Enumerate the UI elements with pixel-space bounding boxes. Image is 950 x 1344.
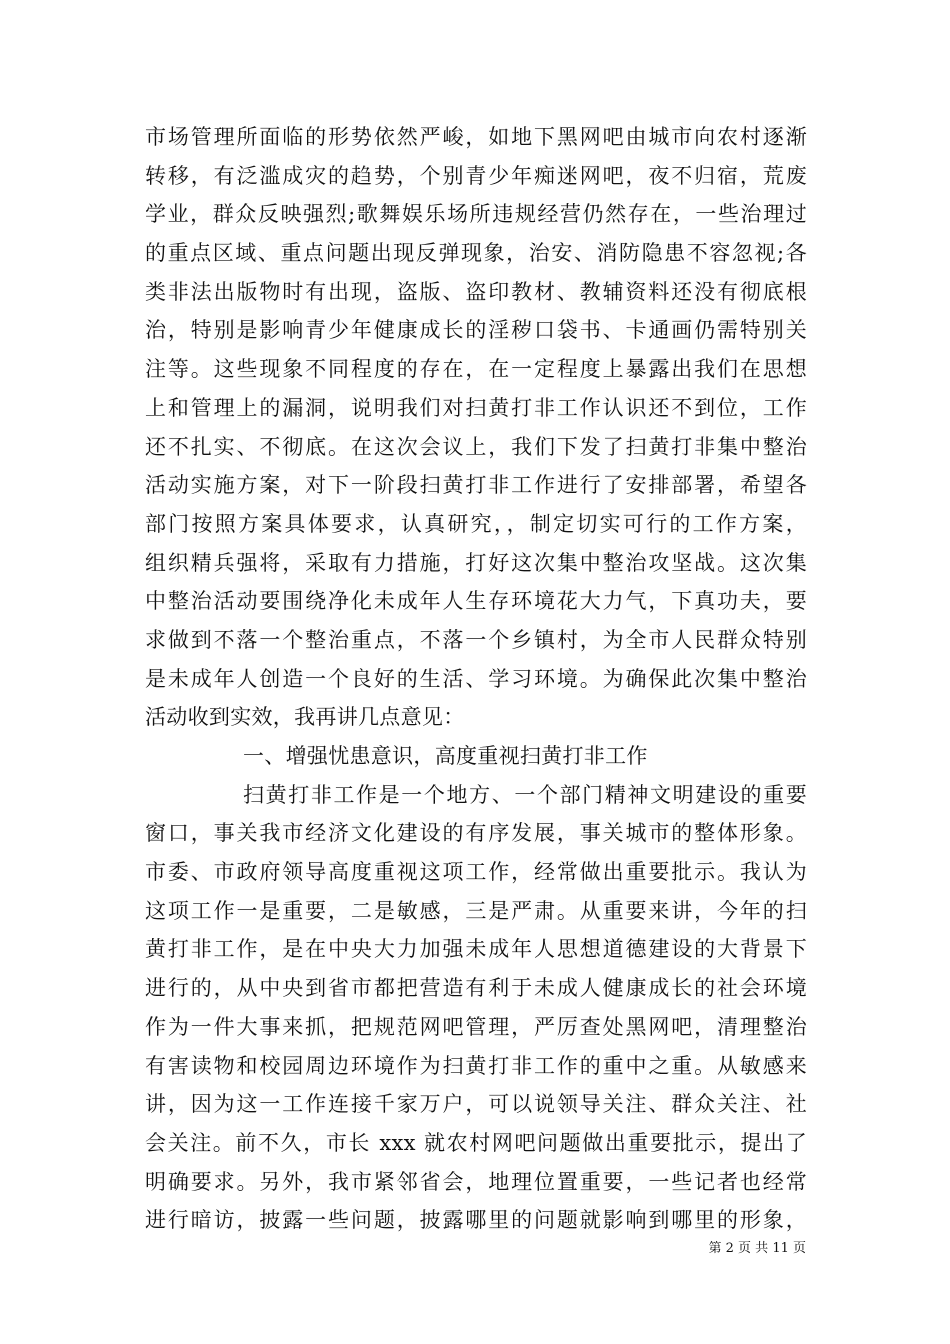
paragraph-line: 学业，群众反映强烈;歌舞娱乐场所违规经营仍然存在，一些治理过 <box>145 202 807 227</box>
paragraph-line: 作为一件大事来抓，把规范网吧管理，严厉查处黑网吧，清理整治 <box>145 1014 807 1039</box>
paragraph-line: 组织精兵强将，采取有力措施，打好这次集中整治攻坚战。这次集 <box>145 550 807 575</box>
paragraph-line: 会关注。前不久，市长 xxx 就农村网吧问题做出重要批示，提出了 <box>145 1130 807 1155</box>
paragraph-line: 扫黄打非工作是一个地方、一个部门精神文明建设的重要 <box>243 782 807 807</box>
paragraph-line: 活动实施方案，对下一阶段扫黄打非工作进行了安排部署，希望各 <box>145 473 807 498</box>
paragraph-line: 治，特别是影响青少年健康成长的淫秽口袋书、卡通画仍需特别关 <box>145 318 807 343</box>
paragraph-line: 转移，有泛滥成灾的趋势，个别青少年痴迷网吧，夜不归宿，荒废 <box>145 163 807 188</box>
paragraph-line: 黄打非工作，是在中央大力加强未成年人思想道德建设的大背景下 <box>145 937 807 962</box>
paragraph-line: 明确要求。另外，我市紧邻省会，地理位置重要，一些记者也经常 <box>145 1169 807 1194</box>
paragraph-line: 市委、市政府领导高度重视这项工作，经常做出重要批示。我认为 <box>145 860 807 885</box>
paragraph-line: 部门按照方案具体要求，认真研究，，制定切实可行的工作方案， <box>145 511 807 536</box>
paragraph-line: 还不扎实、不彻底。在这次会议上，我们下发了扫黄打非集中整治 <box>145 434 807 459</box>
section-heading: 一、增强忧患意识，高度重视扫黄打非工作 <box>243 744 648 768</box>
paragraph-line: 活动收到实效，我再讲几点意见： <box>145 705 465 730</box>
paragraph-line: 的重点区域、重点问题出现反弹现象，治安、消防隐患不容忽视;各 <box>145 241 807 266</box>
paragraph-line: 讲，因为这一工作连接千家万户，可以说领导关注、群众关注、社 <box>145 1092 807 1117</box>
paragraph-line: 求做到不落一个整治重点，不落一个乡镇村，为全市人民群众特别 <box>145 627 807 652</box>
document-body <box>145 118 807 1240</box>
paragraph-line: 进行的，从中央到省市都把营造有利于未成人健康成长的社会环境 <box>145 976 807 1001</box>
paragraph-line: 注等。这些现象不同程度的存在，在一定程度上暴露出我们在思想 <box>145 357 807 382</box>
paragraph-line: 是未成年人创造一个良好的生活、学习环境。为确保此次集中整治 <box>145 666 807 691</box>
paragraph-line: 上和管理上的漏洞，说明我们对扫黄打非工作认识还不到位，工作 <box>145 395 807 420</box>
paragraph-line: 类非法出版物时有出现，盗版、盗印教材、教辅资料还没有彻底根 <box>145 279 807 304</box>
page-number: 第 2 页 共 11 页 <box>708 1241 806 1256</box>
paragraph-line: 这项工作一是重要，二是敏感，三是严肃。从重要来讲，今年的扫 <box>145 898 807 923</box>
paragraph-line: 市场管理所面临的形势依然严峻，如地下黑网吧由城市向农村逐渐 <box>145 125 807 149</box>
paragraph-line: 中整治活动要围绕净化未成年人生存环境花大力气，下真功夫，要 <box>145 589 807 614</box>
paragraph-line: 进行暗访，披露一些问题，披露哪里的问题就影响到哪里的形象， <box>145 1208 807 1233</box>
paragraph-line: 窗口，事关我市经济文化建设的有序发展，事关城市的整体形象。 <box>145 821 807 846</box>
paragraph-line: 有害读物和校园周边环境作为扫黄打非工作的重中之重。从敏感来 <box>145 1053 807 1078</box>
